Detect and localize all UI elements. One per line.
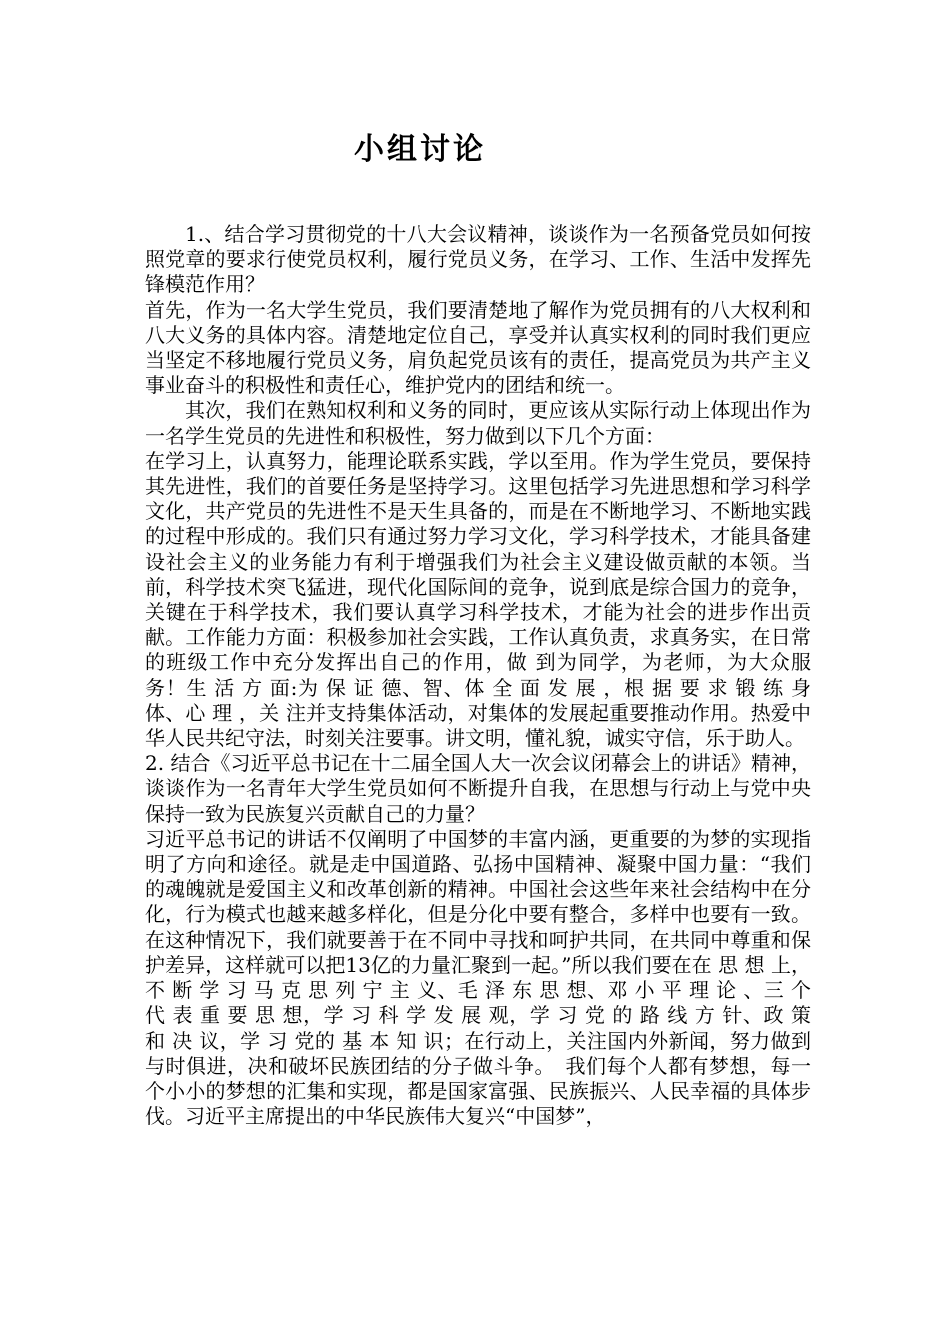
answer-2-paragraph-1: 习近平总书记的讲话不仅阐明了中国梦的丰富内涵，更重要的为梦的实现指明了方向和途径。就是走中国道路、弘扬中国精神、凝聚中国力量：“我们的魂魄就是爱国主义和改革创新的精神。中国社会这些年来社会结构中在分化，行为模式也越来越多样化，但是分化中要有整合，多样中也要有一致。在这种情况下，我们就要善于在不同中寻找和呵护共同，在共同中尊重和保护差异，这样就可以把13亿的力量汇聚到一起。”所以我们要在在 思 想 上，不 断 学 习 马 克 思 列 宁 主 义、毛 泽 东 思 想、邓 小 平 理 论 、三 个 代 表 重 要 思 想，学 习 科 学 发 展 观，学 习 党 的 路 线 方 针、政 策 和 决 议，学 习 党的 基 本 知 识；在行动上，关注国内外新闻，努力做到与时俱进，决和破坏民族团结的分子做斗争。 我们每个人都有梦想，每一个小小的梦想的汇集和实现，都是国家富强、民族振兴、人民幸福的具体步伐。习近平主席提出的中华民族伟大复兴“中国梦”， — [145, 826, 811, 1129]
document-body — [145, 222, 811, 1129]
question-2: 2. 结合《习近平总书记在十二届全国人大一次会议闭幕会上的讲话》精神，谈谈作为一名青年大学生党员如何不断提升自我，在思想与行动上与党中央保持一致为民族复兴贡献自己的力量？ — [145, 751, 811, 826]
answer-1-paragraph-2: 其次，我们在熟知权利和义务的同时，更应该从实际行动上体现出作为一名学生党员的先进性和积极性，努力做到以下几个方面： — [145, 398, 811, 448]
document-title: 小组讨论 — [354, 132, 486, 167]
answer-1-paragraph-1: 首先，作为一名大学生党员，我们要清楚地了解作为党员拥有的八大权利和八大义务的具体内容。清楚地定位自己，享受并认真实权利的同时我们更应当坚定不移地履行党员义务，肩负起党员该有的责任，提高党员为共产主义事业奋斗的积极性和责任心，维护党内的团结和统一。 — [145, 297, 811, 398]
question-1: 1.、结合学习贯彻党的十八大会议精神，谈谈作为一名预备党员如何按照党章的要求行使党员权利，履行党员义务，在学习、工作、生活中发挥先锋模范作用？ — [145, 222, 811, 297]
answer-1-paragraph-3: 在学习上，认真努力，能理论联系实践，学以至用。作为学生党员，要保持其先进性，我们的首要任务是坚持学习。这里包括学习先进思想和学习科学文化，共产党员的先进性不是天生具备的，而是在不断地学习、不断地实践的过程中形成的。我们只有通过努力学习文化，学习科学技术，才能具备建设社会主义的业务能力有利于增强我们为社会主义建设做贡献的本领。当前，科学技术突飞猛进，现代化国际间的竞争，说到底是综合国力的竞争，关键在于科学技术，我们要认真学习科学技术，才能为社会的进步作出贡献。工作能力方面：积极参加社会实践，工作认真负责，求真务实，在日常的班级工作中充分发挥出自己的作用，做 到为同学，为老师，为大众服务！生 活 方 面:为 保 证 德、智、体 全 面 发 展 ，根 据 要 求 锻 练 身 体、心 理 ，关 注并支持集体活动，对集体的发展起重要推动作用。热爱中华人民共纪守法，时刻关注要事。讲文明，懂礼貌，诚实守信，乐于助人。 — [145, 448, 811, 751]
